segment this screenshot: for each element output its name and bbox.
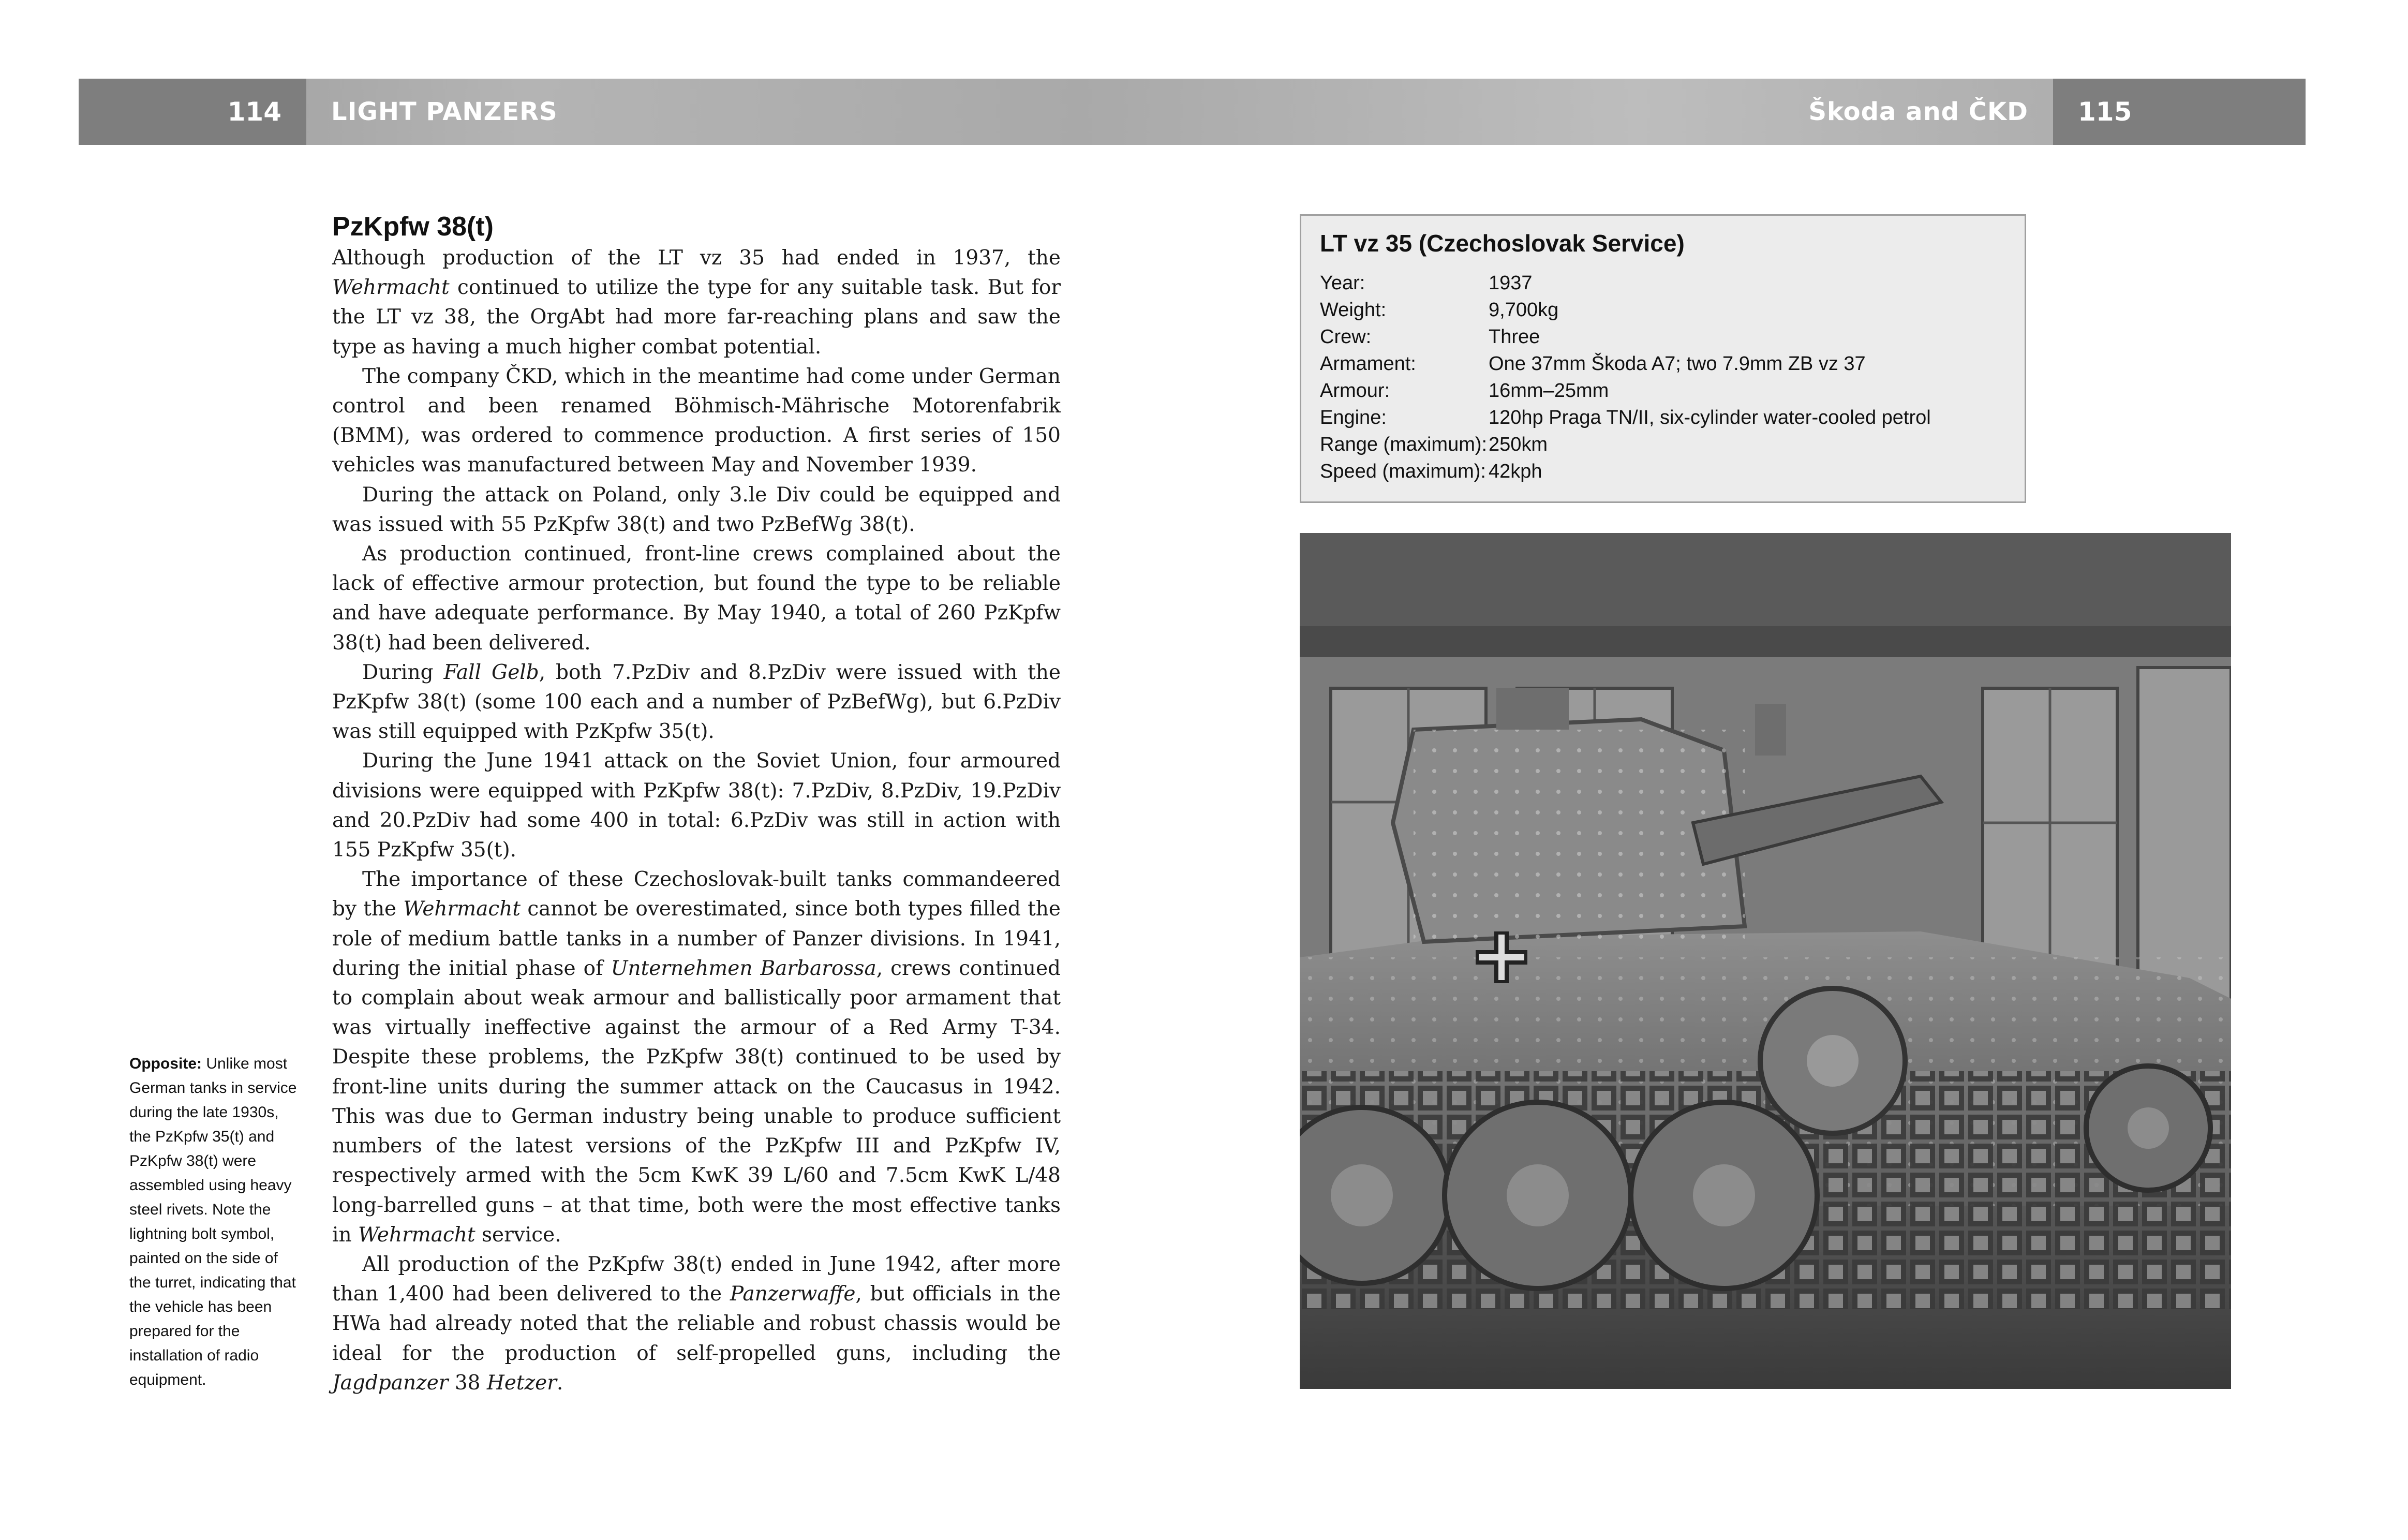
italic-term: Wehrmacht	[332, 276, 450, 300]
spec-box	[1300, 214, 2026, 503]
spec-title: LT vz 35 (Czechoslovak Service)	[1320, 230, 1685, 257]
spec-row	[1320, 431, 1931, 458]
spec-label: Armour:	[1320, 380, 1390, 402]
spec-row	[1320, 377, 1931, 404]
article-paragraph	[332, 1250, 1061, 1398]
spec-row	[1320, 323, 1931, 350]
spec-value: 250km	[1489, 434, 1548, 455]
section-title: PzKpfw 38(t)	[332, 212, 494, 242]
spec-row	[1320, 270, 1931, 297]
spec-value: 16mm–25mm	[1489, 380, 1609, 402]
article-paragraph	[332, 243, 1061, 362]
paragraph-text: continued to utilize the type for any suitable task. But for the LT vz 38, the OrgAbt had more far-reaching plans and saw the type as having a much higher combat potential.	[332, 276, 1061, 359]
left-running-title: LIGHT PANZERS	[331, 97, 558, 126]
paragraph-text: During the attack on Poland, only 3.le Div could be equipped and was issued with 55 PzKpfw 38(t) and two PzBefWg 38(t).	[332, 483, 1061, 536]
paragraph-text: .	[556, 1371, 563, 1395]
paragraph-text: , crews continued to complain about weak armour and ballistically poor armament that was virtually ineffective against the armour of a Red Army T-34. Despite these problems, the PzKpfw 38(t) continued to be used by front-line units during the summer attack on the Caucasus in 1942. This was due to German industry being unable to produce sufficient numbers of the latest versions of the PzKpfw III and PzKpfw IV, respectively armed with the 5cm KwK 39 L/60 and 7.5cm KwK L/48 long-barrelled guns – at that time, both were the most effective tanks in	[332, 956, 1061, 1247]
article-paragraph	[332, 539, 1061, 658]
paragraph-text: During the June 1941 attack on the Soviet Union, four armoured divisions were equipped with PzKpfw 38(t): 7.PzDiv, 8.PzDiv, 19.PzDiv and 20.PzDiv had some 400 in total: 6.PzDiv was still in action with 155 PzKpfw 35(t).	[332, 749, 1061, 862]
article-paragraph	[332, 658, 1061, 747]
left-page-number: 114	[79, 79, 306, 145]
spec-label: Armament:	[1320, 353, 1416, 375]
caption-lead: Opposite:	[129, 1055, 202, 1072]
right-running-title: Škoda and ČKD	[1808, 97, 2028, 126]
spec-label: Year:	[1320, 272, 1365, 294]
article-paragraph	[332, 480, 1061, 539]
spec-label: Speed (maximum):	[1320, 461, 1486, 482]
paragraph-text: cannot be overestimated, since both types filled the role of medium battle tanks in a number of Panzer divisions. In 1941, during the initial phase of	[332, 897, 1061, 980]
spec-value: 120hp Praga TN/II, six-cylinder water-cooled petrol	[1489, 407, 1931, 428]
paragraph-text: , but officials in the HWa had already noted that the reliable and robust chassis would be ideal for the production of self-propelled guns, including the	[332, 1282, 1061, 1365]
italic-term: Unternehmen Barbarossa	[611, 956, 876, 980]
spec-row	[1320, 297, 1931, 323]
spec-value: Three	[1489, 326, 1540, 348]
paragraph-text: , both 7.PzDiv and 8.PzDiv were issued with the PzKpfw 38(t) (some 100 each and a number of PzBefWg), but 6.PzDiv was still equipped with PzKpfw 35(t).	[332, 660, 1061, 744]
spec-value: 9,700kg	[1489, 299, 1559, 321]
paragraph-text: 38	[448, 1371, 487, 1395]
paragraph-text: The company ČKD, which in the meantime had come under German control and been renamed Böhmisch-Mährische Motorenfabrik (BMM), was ordered to commence production. A first series of 150 vehicles was manufactured between May and November 1939.	[332, 364, 1061, 477]
tank-photo	[1300, 533, 2231, 1389]
spec-table	[1320, 270, 1931, 485]
spec-value: One 37mm Škoda A7; two 7.9mm ZB vz 37	[1489, 353, 1866, 375]
right-page-number: 115	[2053, 79, 2306, 145]
spec-label: Weight:	[1320, 299, 1387, 321]
spec-value: 42kph	[1489, 461, 1542, 482]
page-header	[79, 79, 2306, 145]
article-paragraph	[332, 362, 1061, 480]
italic-term: Fall Gelb	[443, 660, 539, 684]
spec-label: Range (maximum):	[1320, 434, 1488, 455]
spec-row	[1320, 404, 1931, 431]
caption-text: Unlike most German tanks in service during the late 1930s, the PzKpfw 35(t) and PzKpfw 38(t) were assembled using heavy steel rivets. Note the lightning bolt symbol, painted on the side of the turret, indicating that the vehicle has been prepared for the installation of radio equipment.	[129, 1055, 297, 1388]
paragraph-text: During	[362, 660, 444, 684]
paragraph-text: All production of the PzKpfw 38(t) ended in June 1942, after more than 1,400 had been delivered to the	[332, 1252, 1061, 1306]
italic-term: Wehrmacht	[403, 897, 521, 921]
italic-term: Jagdpanzer	[332, 1371, 449, 1395]
photo-caption	[129, 1052, 300, 1392]
spec-row	[1320, 458, 1931, 485]
spec-label: Engine:	[1320, 407, 1387, 428]
spec-row	[1320, 350, 1931, 377]
paragraph-text: As production continued, front-line crews complained about the lack of effective armour protection, but found the type to be reliable and have adequate performance. By May 1940, a total of 260 PzKpfw 38(t) had been delivered.	[332, 542, 1061, 655]
tank-photo-illustration	[1300, 533, 2231, 1389]
paragraph-text: Although production of the LT vz 35 had ended in 1937, the	[332, 246, 1061, 270]
spec-label: Crew:	[1320, 326, 1372, 348]
italic-term: Wehrmacht	[358, 1223, 475, 1247]
article-body	[332, 243, 1061, 1398]
italic-term: Hetzer	[486, 1371, 557, 1395]
paragraph-text: service.	[475, 1223, 561, 1247]
italic-term: Panzerwaffe	[730, 1282, 856, 1306]
article-paragraph	[332, 865, 1061, 1250]
paragraph-text: The importance of these Czechoslovak-built tanks commandeered by the	[332, 868, 1061, 921]
spec-value: 1937	[1489, 272, 1533, 294]
article-paragraph	[332, 746, 1061, 865]
